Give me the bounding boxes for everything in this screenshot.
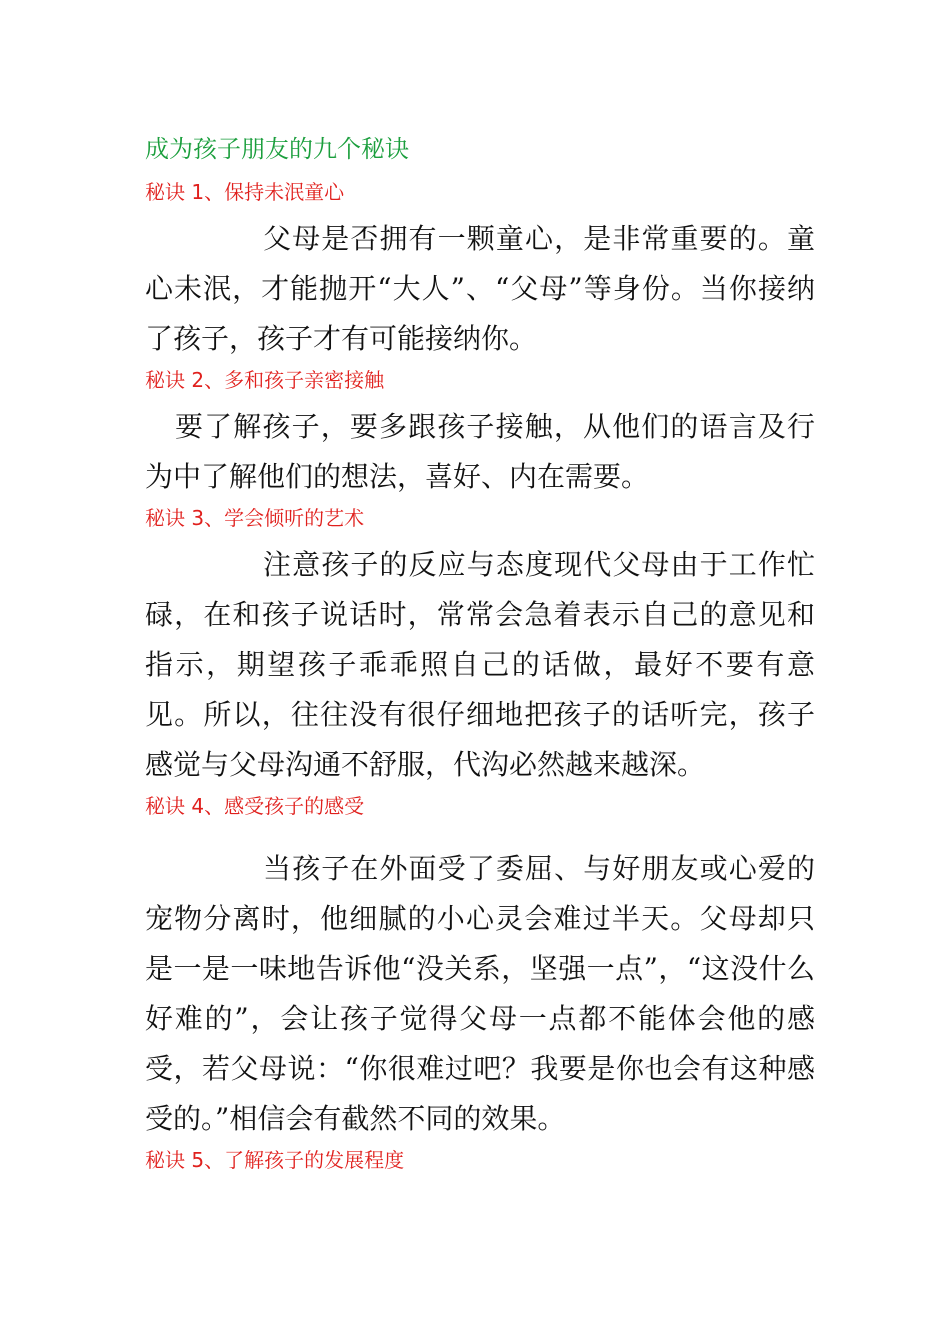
section-paragraph-3: 注意孩子的反应与态度现代父母由于工作忙碌，在和孩子说话时，常常会急着表示自己的意见和指示，期望孩子乖乖照自己的话做，最好不要有意见。所以，往往没有很仔细地把孩子的话听完，孩子感觉与父母沟通不舒服，代沟必然越来越深。 [145,548,815,781]
section-heading-3: 秘诀 3、学会倾听的艺术 [145,506,365,530]
document-title: 成为孩子朋友的九个秘诀 [145,135,409,163]
spacer [145,828,815,844]
document-body [145,130,815,1182]
section-heading-1: 秘诀 1、保持未泯童心 [145,180,345,204]
section-heading-5: 秘诀 5、了解孩子的发展程度 [145,1148,405,1172]
section-paragraph-4: 当孩子在外面受了委屈、与好朋友或心爱的宠物分离时，他细腻的小心灵会难过半天。父母却只是一是一味地告诉他“没关系，坚强一点”，“这没什么好难的”，会让孩子觉得父母一点都不能体会他的感受，若父母说：“你很难过吧？我要是你也会有这种感受的。”相信会有截然不同的效果。 [145,852,815,1135]
section-heading-4: 秘诀 4、感受孩子的感受 [145,794,365,818]
section-paragraph-1: 父母是否拥有一颗童心，是非常重要的。童心未泯，才能抛开“大人”、“父母”等身份。当你接纳了孩子，孩子才有可能接纳你。 [145,222,815,355]
section-heading-2: 秘诀 2、多和孩子亲密接触 [145,368,385,392]
section-paragraph-2: 要了解孩子，要多跟孩子接触，从他们的语言及行为中了解他们的想法，喜好、内在需要。 [145,410,815,493]
